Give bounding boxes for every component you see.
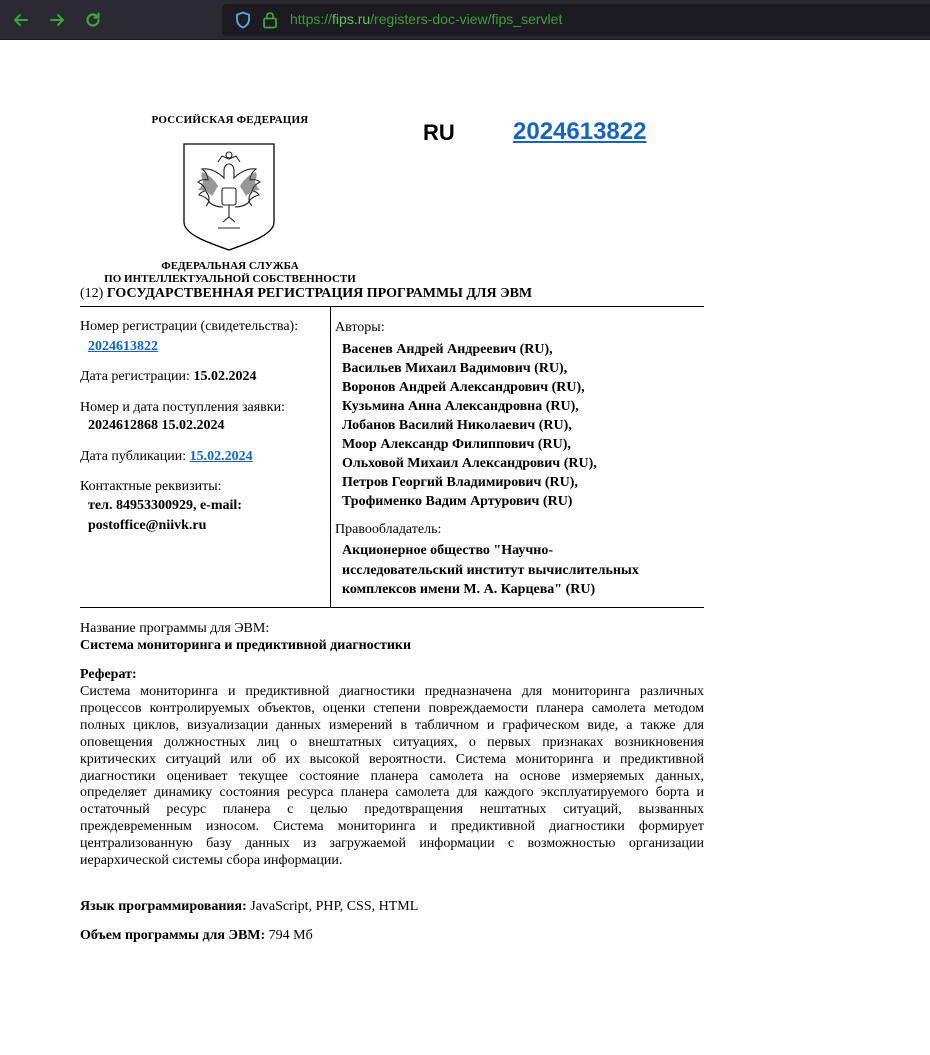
divider-bottom xyxy=(80,607,704,608)
publication-date: Дата публикации: 15.02.2024 xyxy=(80,449,253,464)
reg-number-link[interactable]: 2024613822 xyxy=(88,339,158,354)
shield-icon[interactable] xyxy=(234,11,252,29)
author-item: Лобанов Василий Николаевич (RU), xyxy=(342,418,572,433)
header-left xyxy=(80,114,380,126)
contact-email: postoffice@niivk.ru xyxy=(88,518,207,533)
divider-top xyxy=(80,306,704,307)
url-text[interactable]: https://fips.ru/registers-doc-view/fips_servlet xyxy=(290,11,563,27)
author-item: Моор Александр Филиппович (RU), xyxy=(342,437,571,452)
country-name: РОССИЙСКАЯ ФЕДЕРАЦИЯ xyxy=(151,114,309,126)
coat-of-arms-emblem-icon xyxy=(182,142,276,252)
reg-number-label: Номер регистрации (свидетельства): xyxy=(80,319,299,334)
browser-toolbar xyxy=(0,0,930,40)
abstract-text: Система мониторинга и предиктивной диагностики предназначена для мониторинга различных процессов контролируемых объектов, оценки степени повреждаемости планера самолета методом полных циклов, визуализации данных измерений в табличном и графическом виде, а также для оповещения должностных лиц о внештатных ситуациях, о первых признаках возникновения критических ситуаций или об их высокой вероятности. Система мониторинга и предиктивной диагностики оценивает текущее состояние планера самолета на основе измеряемых данных, определяет динамику состояния ресурса планера самолета для каждого эксплуатируемого борта и остаточный ресурс планера с целью предотвращения нештатных ситуаций, вызванных преждевременным износом. Система мониторинга и предиктивной диагностики формирует централизованную базу данных из загружаемой информации с возможностью организации иерархической системы сбора информации. xyxy=(80,684,704,869)
contact-label: Контактные реквизиты: xyxy=(80,479,222,494)
agency-name: ФЕДЕРАЛЬНАЯ СЛУЖБА ПО ИНТЕЛЛЕКТУАЛЬНОЙ СОБСТВЕННОСТИ xyxy=(104,260,356,285)
author-item: Кузьмина Анна Александровна (RU), xyxy=(342,399,579,414)
forward-arrow-icon[interactable] xyxy=(46,9,68,31)
registration-number-link[interactable]: 2024613822 xyxy=(513,118,647,145)
program-name-label: Название программы для ЭВМ: xyxy=(80,621,270,636)
author-item: Трофименко Вадим Артурович (RU) xyxy=(342,494,573,509)
authors-list xyxy=(342,340,597,511)
program-size: Объем программы для ЭВМ: 794 Мб xyxy=(80,928,313,943)
country-code: RU xyxy=(423,120,455,145)
rightholder-name: Акционерное общество "Научно- исследовательский институт вычислительных комплексов имени М. А. Карцева" (RU) xyxy=(342,543,639,597)
author-item: Васильев Михаил Вадимович (RU), xyxy=(342,361,568,376)
programming-language: Язык программирования: JavaScript, PHP, CSS, HTML xyxy=(80,899,419,914)
application-label: Номер и дата поступления заявки: xyxy=(80,400,285,415)
lock-icon[interactable] xyxy=(262,11,278,29)
author-item: Воронов Андрей Александрович (RU), xyxy=(342,380,585,395)
reload-icon[interactable] xyxy=(82,9,104,31)
author-item: Петров Георгий Владимирович (RU), xyxy=(342,475,578,490)
abstract-heading: Реферат: xyxy=(80,667,137,682)
reg-date: Дата регистрации: 15.02.2024 xyxy=(80,369,257,384)
back-arrow-icon[interactable] xyxy=(10,9,32,31)
program-name: Система мониторинга и предиктивной диагностики xyxy=(80,638,412,653)
document-type: (12) ГОСУДАРСТВЕННАЯ РЕГИСТРАЦИЯ ПРОГРАММЫ ДЛЯ ЭВМ xyxy=(80,286,533,301)
rightholder-label: Правообладатель: xyxy=(335,522,442,537)
application-value: 2024612868 15.02.2024 xyxy=(88,418,225,433)
author-item: Ольховой Михаил Александрович (RU), xyxy=(342,456,597,471)
address-bar[interactable] xyxy=(222,4,930,36)
publication-date-link[interactable]: 15.02.2024 xyxy=(189,449,253,464)
author-item: Васенев Андрей Андреевич (RU), xyxy=(342,342,553,357)
authors-label: Авторы: xyxy=(335,320,385,335)
contact-phone-email: тел. 84953300929, e-mail: xyxy=(88,498,242,513)
column-divider xyxy=(330,307,331,607)
